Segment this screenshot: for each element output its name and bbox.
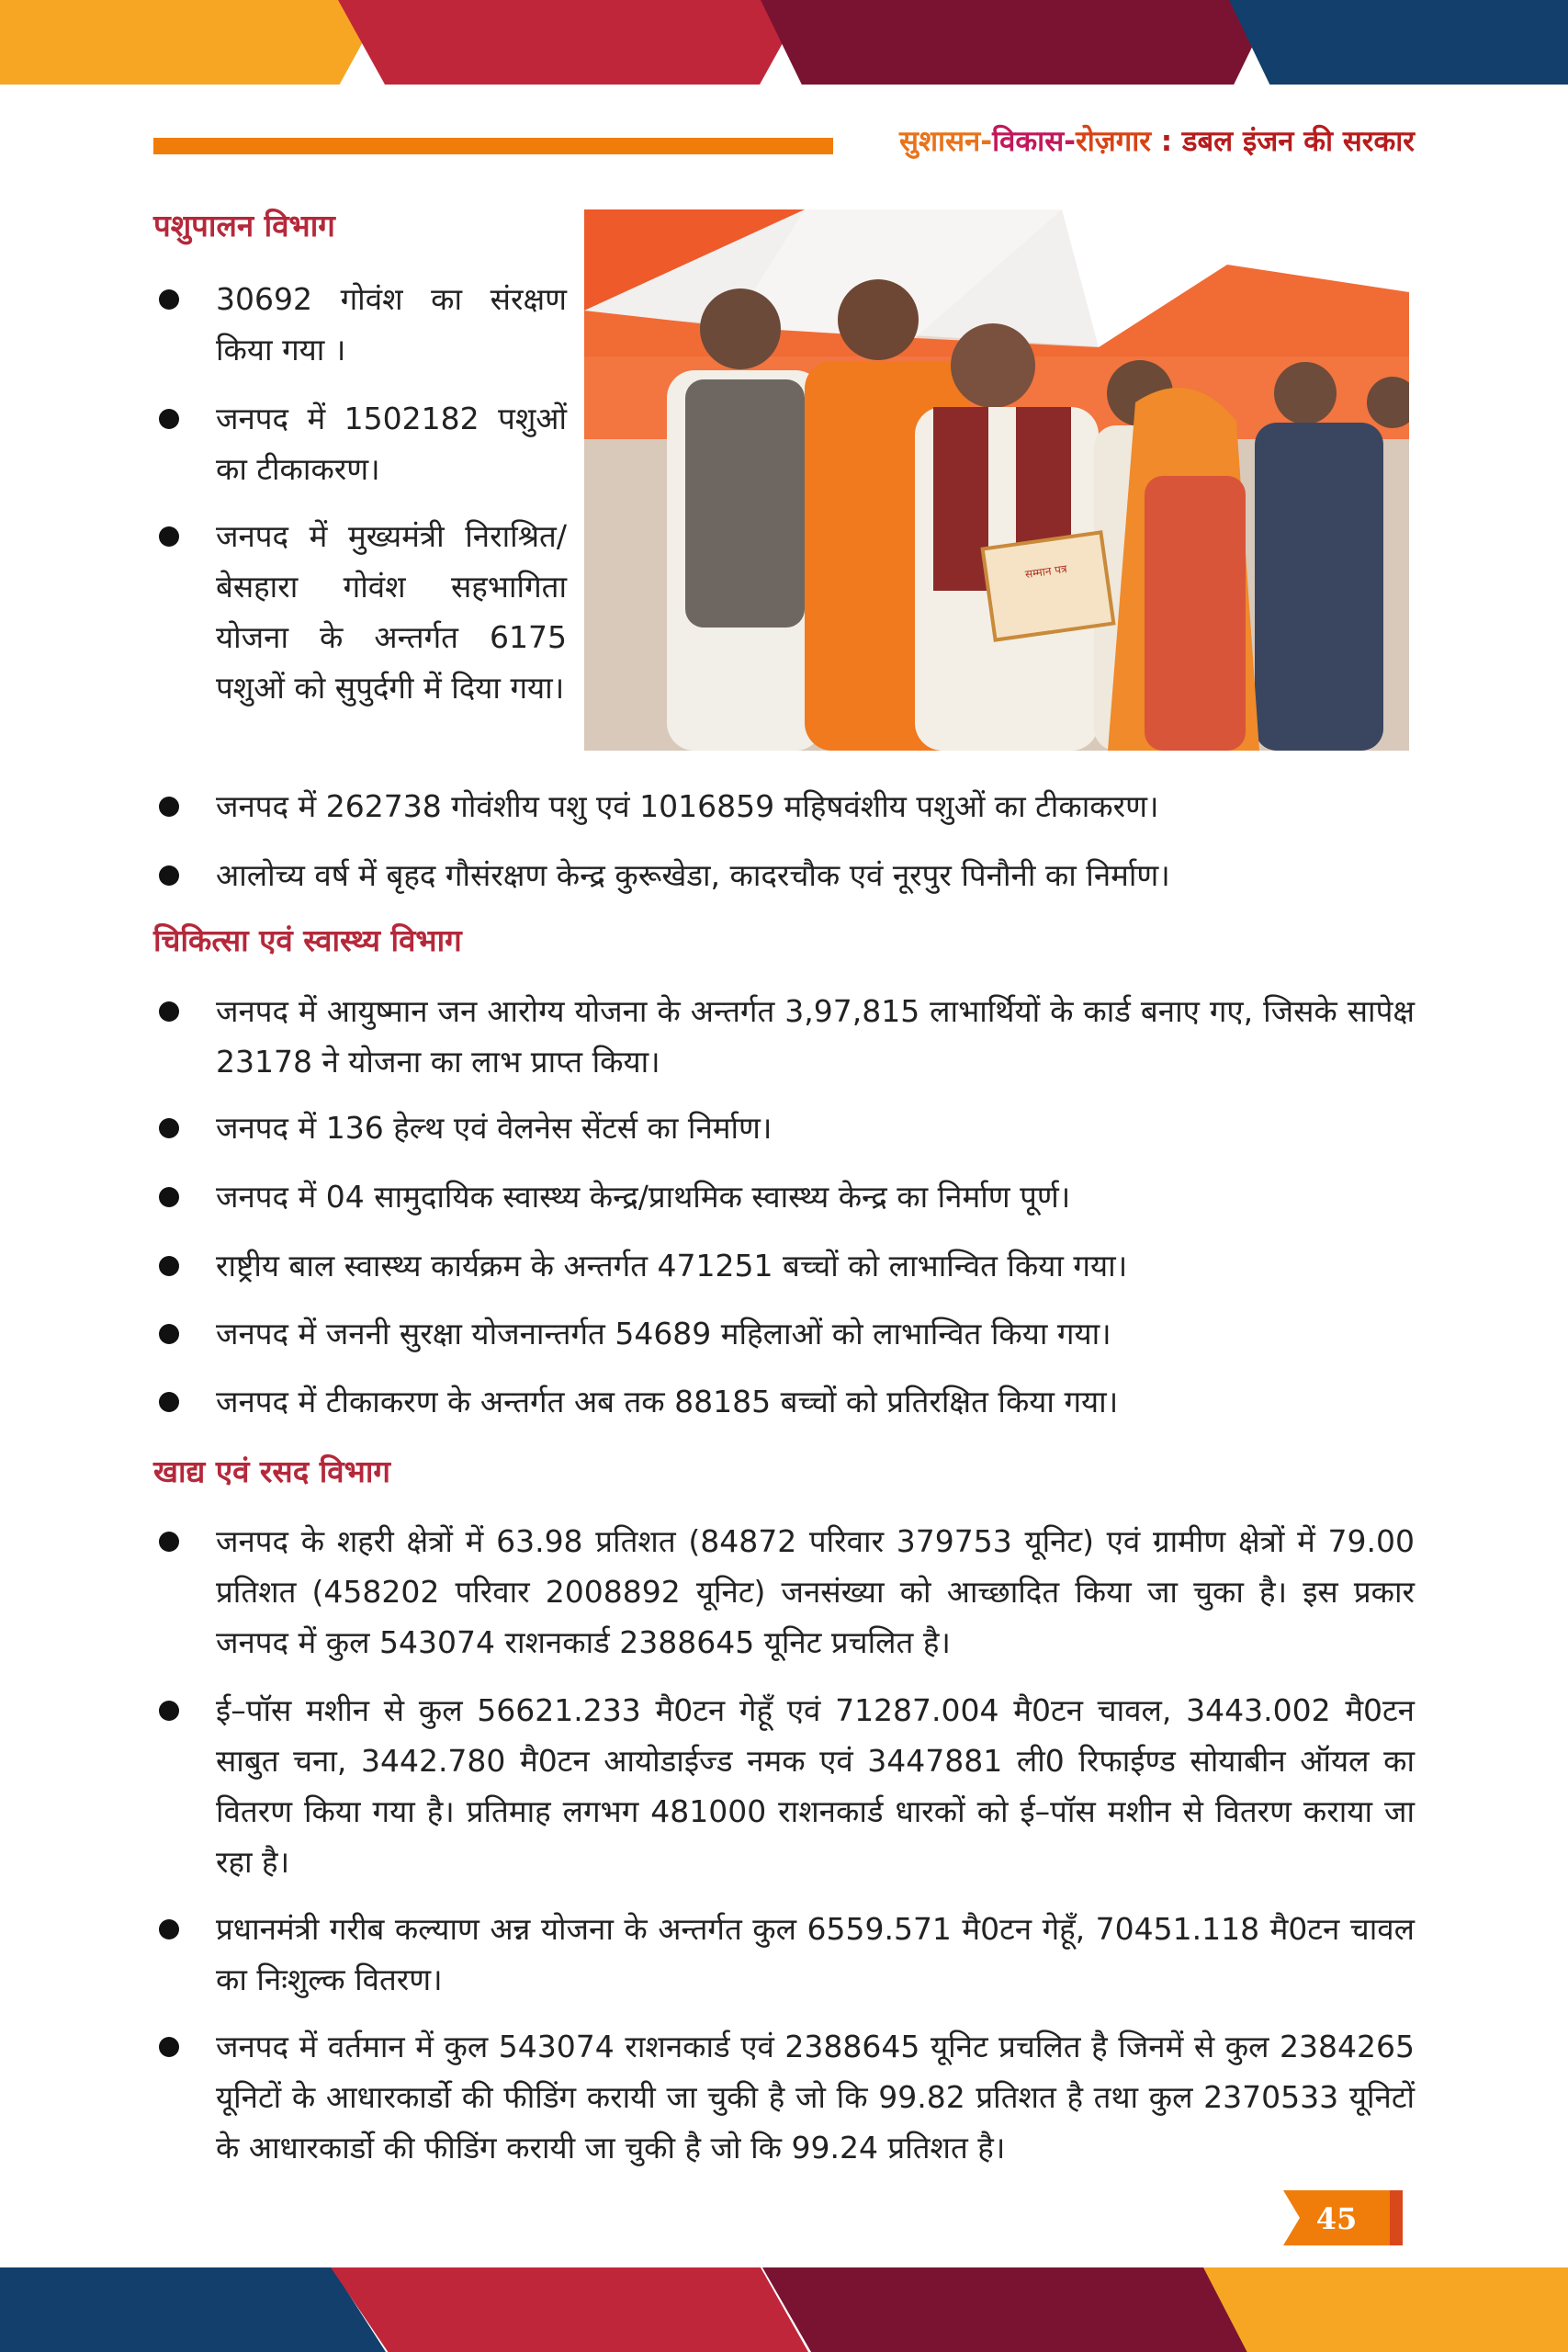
list-item-text: 30692 गोवंश का संरक्षण किया गया । [216,281,567,368]
bullet-icon [159,1187,179,1207]
section-title-food-supply: खाद्य एवं रसद विभाग [153,1453,390,1489]
bullet-icon [159,1532,179,1552]
list-item [153,393,567,494]
band-navy [1229,0,1568,85]
certificate-title: सम्मान पत्र [1024,562,1068,582]
band-orange [1203,2267,1568,2352]
list-item-text: जनपद के शहरी क्षेत्रों में 63.98 प्रतिशत (84872 परिवार 379753 यूनिट) एवं ग्रामीण क्षेत्रों में 79.00 प्रतिशत (458202 परिवार 2008892 यूनिट) जनसंख्या को आच्छादित किया जा चुका है। इस प्रकार जनपद में कुल 543074 राशनकार्ड 2388645 यूनिट प्रचलित है। [216,1523,1415,1660]
list-item [153,1102,1415,1153]
list-item-text: जनपद में टीकाकरण के अन्तर्गत अब तक 88185 बच्चों को प्रतिरक्षित किया गया। [216,1384,1119,1419]
list-item [153,511,567,763]
band-orange [0,0,386,85]
bullet-icon [159,1701,179,1721]
list-item-text: जनपद में 1502182 पशुओं का टीकाकरण। [216,401,567,487]
section-title-health: चिकित्सा एवं स्वास्थ्य विभाग [153,922,462,958]
list-item [153,850,1415,900]
list-item-text: जनपद में वर्तमान में कुल 543074 राशनकार्ड एवं 2388645 यूनिट प्रचलित है जिनमें से कुल 2384265 यूनिटों के आधारकार्डो की फीडिंग करायी जा चुकी है जो कि 99.82 प्रतिशत है तथा कुल 2370533 यूनिटों के आधारकार्डो की फीडिंग करायी जा चुकी है जो कि 99.24 प्रतिशत है। [216,2029,1415,2165]
list-item-text: प्रधानमंत्री गरीब कल्याण अन्न योजना के अन्तर्गत कुल 6559.571 मै0टन गेहूँ, 70451.118 मै0टन चावल का निःशुल्क वितरण। [216,1911,1415,1997]
list-item [153,1240,1415,1291]
bottom-color-band [0,2267,1568,2352]
page-number-tab [1283,2190,1403,2245]
list-item-text: ई–पॉस मशीन से कुल 56621.233 मै0टन गेहूँ एवं 71287.004 मै0टन चावल, 3443.002 मै0टन साबुत चना, 3442.780 मै0टन आयोडाईज्ड नमक एवं 3447881 ली0 रिफाईण्ड सोयाबीन ऑयल का वितरण किया गया है। प्रतिमाह लगभग 481000 राशनकार्ड धारकों को ई–पॉस मशीन से वितरण कराया जा रहा है। [216,1692,1415,1880]
header-part-2: विकास- [992,125,1077,158]
header-rule [153,138,833,154]
header-part-1: सुशासन- [899,125,993,158]
bullet-icon [159,1256,179,1276]
band-navy [0,2267,386,2352]
bullet-icon [159,2037,179,2057]
list-item [153,274,567,375]
bullet-icon [159,526,179,547]
list-item [153,1685,1415,1887]
band-maroon [761,0,1275,85]
bullet-icon [159,1324,179,1344]
bullet-icon [159,797,179,817]
band-red [338,0,807,85]
list-item-text: जनपद में 04 सामुदायिक स्वास्थ्य केन्द्र/प्राथमिक स्वास्थ्य केन्द्र का निर्माण पूर्ण। [216,1179,1071,1215]
page-number: 45 [1315,2201,1358,2236]
list-item [153,1171,1415,1222]
band-red [331,2267,808,2352]
bullet-icon [159,865,179,886]
list-item-text: जनपद में मुख्यमंत्री निराश्रित/बेसहारा गोवंश सहभागिता योजना के अन्तर्गत 6175 पशुओं को सुपुर्दगी में दिया गया। [216,518,567,706]
bullet-icon [159,1001,179,1022]
list-item-text: जनपद में आयुष्मान जन आरोग्य योजना के अन्तर्गत 3,97,815 लाभार्थियों के कार्ड बनाए गए, जिसके सापेक्ष 23178 ने योजना का लाभ प्राप्त किया। [216,993,1415,1080]
list-item-text: आलोच्य वर्ष में बृहद गौसंरक्षण केन्द्र कुरूखेडा, कादरचौक एवं नूरपुर पिनौनी का निर्माण। [216,857,1170,893]
bullet-icon [159,409,179,429]
bullet-icon [159,1919,179,1939]
list-item [153,1308,1415,1359]
bullet-icon [159,1392,179,1412]
list-item-text: जनपद में जननी सुरक्षा योजनान्तर्गत 54689 महिलाओं को लाभान्वित किया गया। [216,1316,1111,1351]
band-maroon [762,2267,1249,2352]
running-header [854,121,1415,167]
bullet-icon [159,1118,179,1138]
header-part-4: : डबल इंजन की सरकार [1150,125,1415,158]
list-item [153,2021,1415,2173]
header-part-3: रोज़गार [1076,125,1151,158]
list-item-text: राष्ट्रीय बाल स्वास्थ्य कार्यक्रम के अन्तर्गत 471251 बच्चों को लाभान्वित किया गया। [216,1248,1128,1283]
top-color-band [0,0,1568,85]
section-title-animal-husbandry: पशुपालन विभाग [153,208,335,243]
list-item-text: जनपद में 136 हेल्थ एवं वेलनेस सेंटर्स का निर्माण। [216,1110,773,1146]
list-item [153,1376,1415,1427]
list-item-text: जनपद में 262738 गोवंशीय पशु एवं 1016859 महिषवंशीय पशुओं का टीकाकरण। [216,788,1159,824]
list-item [153,781,1415,831]
list-item [153,1904,1415,2005]
bullet-icon [159,289,179,310]
list-item [153,1516,1415,1668]
list-item [153,986,1415,1087]
event-photo [584,209,1409,751]
